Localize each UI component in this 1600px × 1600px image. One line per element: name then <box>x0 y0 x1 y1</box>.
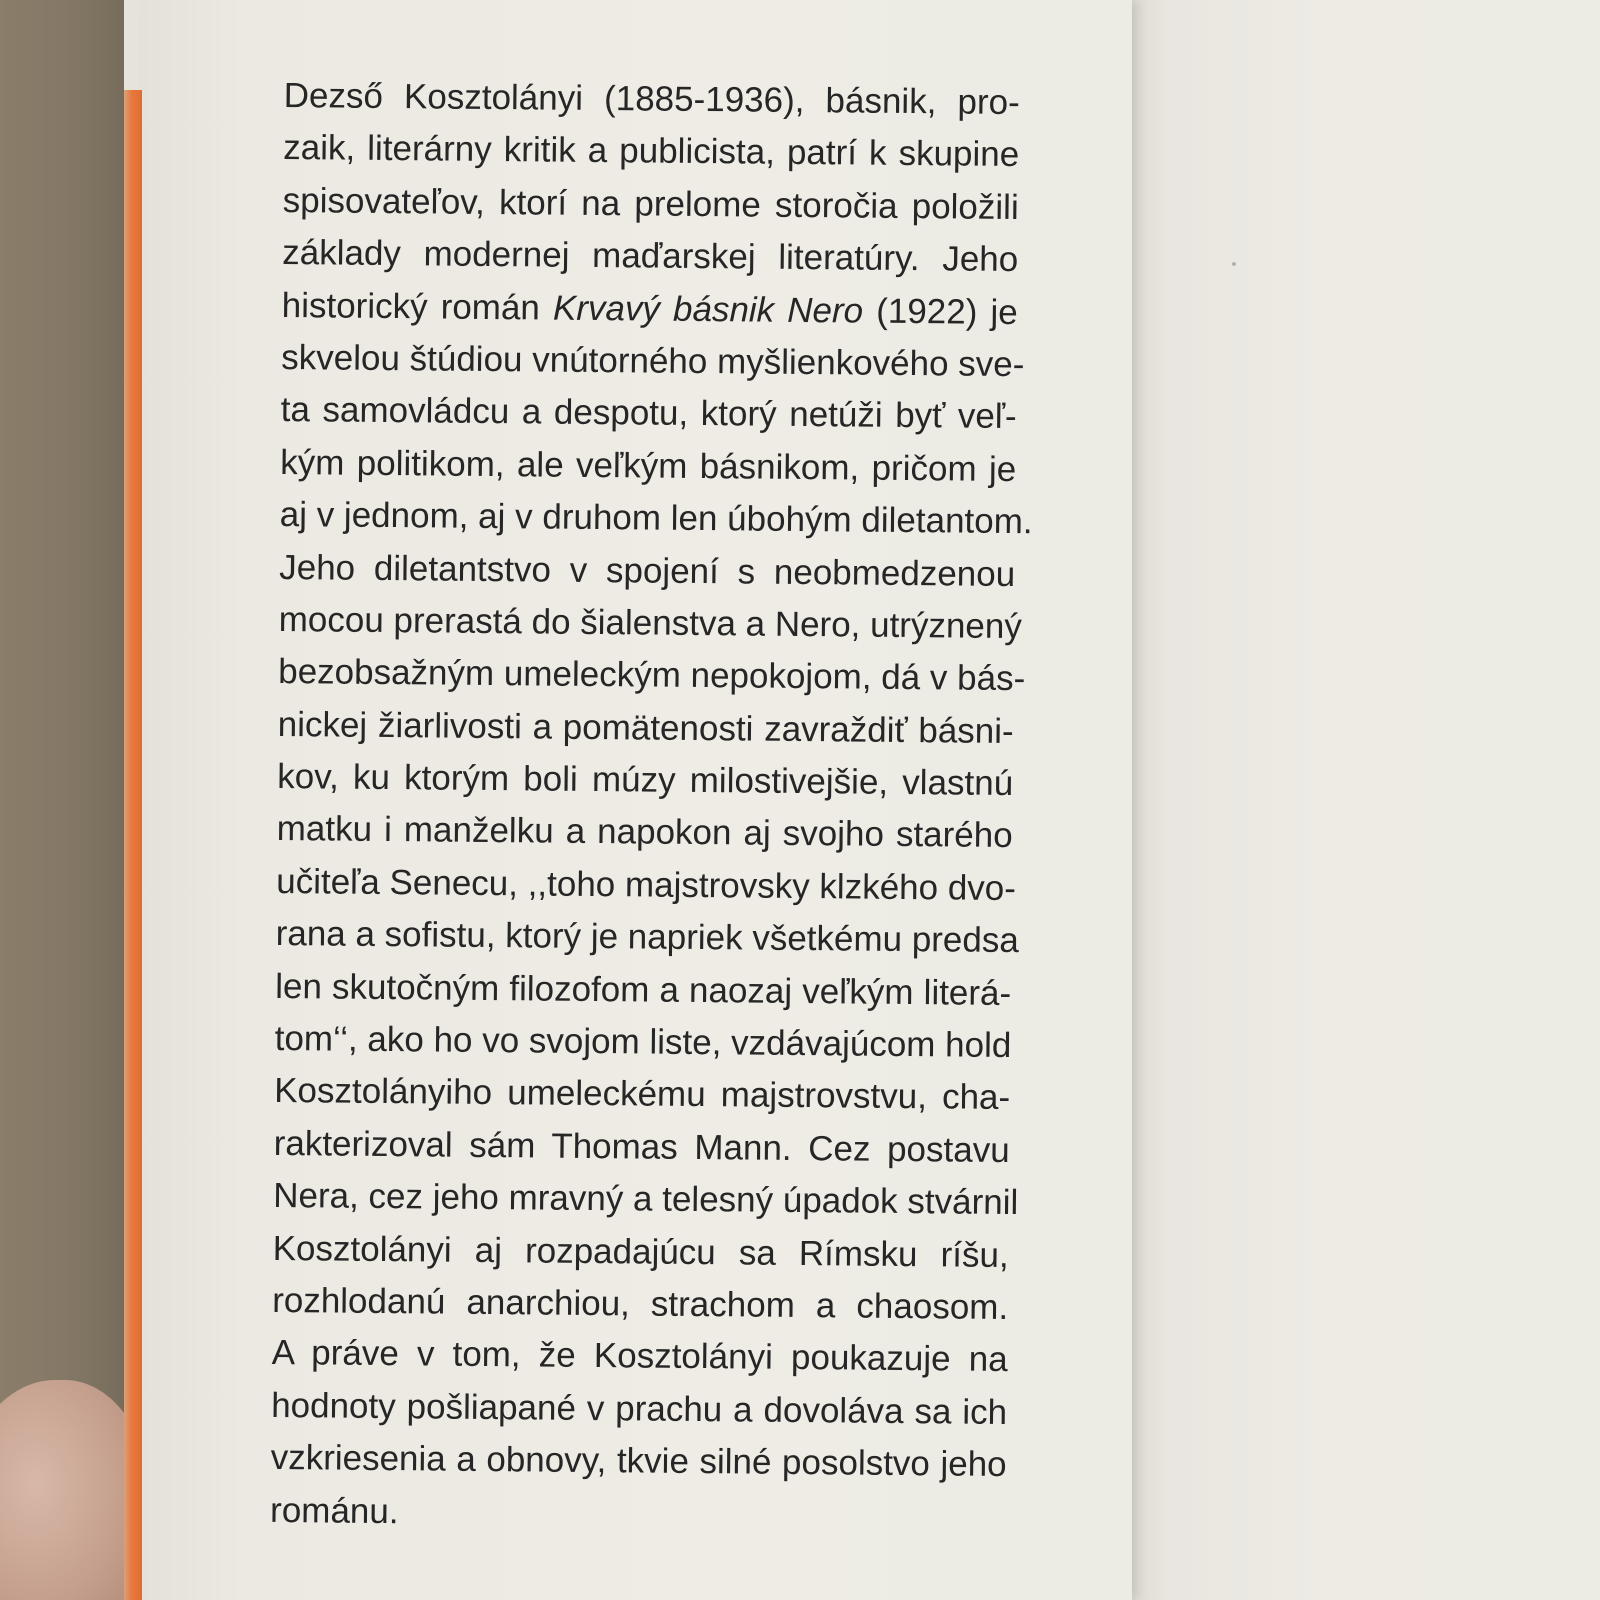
text-line: spisovateľov, ktorí na prelome storočia položili <box>282 180 1019 227</box>
text-line: ta samovládcu a despotu, ktorý netúži byť veľ- <box>280 390 1017 437</box>
text-line: rozhlodanú anarchiou, strachom a chaosom. <box>272 1280 1009 1327</box>
text-line: základy modernej maďarskej literatúry. Jeho <box>282 233 1019 280</box>
text-fragment: (1922) je <box>876 291 1018 332</box>
text-line: skvelou štúdiou vnútorného myšlienkového sve- <box>281 337 1025 385</box>
text-line: mocou prerastá do šialenstva a Nero, utrýznený <box>278 599 1023 647</box>
text-line: aj v jednom, aj v druhom len úbohým diletantom. <box>279 495 1033 542</box>
text-line: učiteľa Senecu, ,,toho majstrovsky klzkého dvo- <box>276 861 1017 908</box>
text-line: nickej žiarlivosti a pomätenosti zavraždiť básni- <box>277 704 1014 751</box>
text-line: Kosztolányi aj rozpadajúcu sa Rímsku ríšu, <box>272 1228 1009 1275</box>
text-line: rakterizoval sám Thomas Mann. Cez postavu <box>273 1123 1010 1170</box>
text-line: Kosztolányiho umeleckému majstrovstvu, cha- <box>274 1071 1011 1118</box>
text-line: rana a sofistu, ktorý je napriek všetkému predsa <box>275 914 1020 961</box>
book-blurb-text <box>269 70 1033 1544</box>
text-line: A práve v tom, že Kosztolányi poukazuje na <box>271 1333 1008 1380</box>
text-line: Jeho diletantstvo v spojení s neobmedzenou <box>279 547 1016 594</box>
text-line: kov, ku ktorým boli múzy milostivejšie, vlastnú <box>277 757 1014 804</box>
text-line: kým politikom, ale veľkým básnikom, pričom je <box>280 442 1017 489</box>
text-fragment: historický román <box>281 285 554 328</box>
text-line: hodnoty pošliapané v prachu a dovoláva sa ich <box>270 1385 1008 1432</box>
novel-title: Krvavý básnik Nero <box>552 288 864 331</box>
text-line: románu. <box>269 1490 399 1531</box>
paper-speck <box>1232 262 1236 266</box>
text-line: Nera, cez jeho mravný a telesný úpadok stvárnil <box>273 1176 1019 1223</box>
text-line: vzkriesenia a obnovy, tkvie silné posolstvo jeho <box>270 1438 1007 1485</box>
text-line <box>281 280 1017 339</box>
text-line: matku i manželku a napokon aj svojho starého <box>276 809 1013 856</box>
text-line: bezobsažným umeleckým nepokojom, dá v bás- <box>278 652 1026 699</box>
right-page <box>1132 0 1600 1600</box>
text-line: Dezső Kosztolányi (1885-1936), básnik, pro- <box>283 75 1020 123</box>
text-line: zaik, literárny kritik a publicista, patrí k skupine <box>283 128 1020 175</box>
text-line: len skutočným filozofom a naozaj veľkým literá- <box>275 966 1012 1013</box>
text-line: tom‘‘, ako ho vo svojom liste, vzdávajúcom hold <box>274 1018 1012 1066</box>
